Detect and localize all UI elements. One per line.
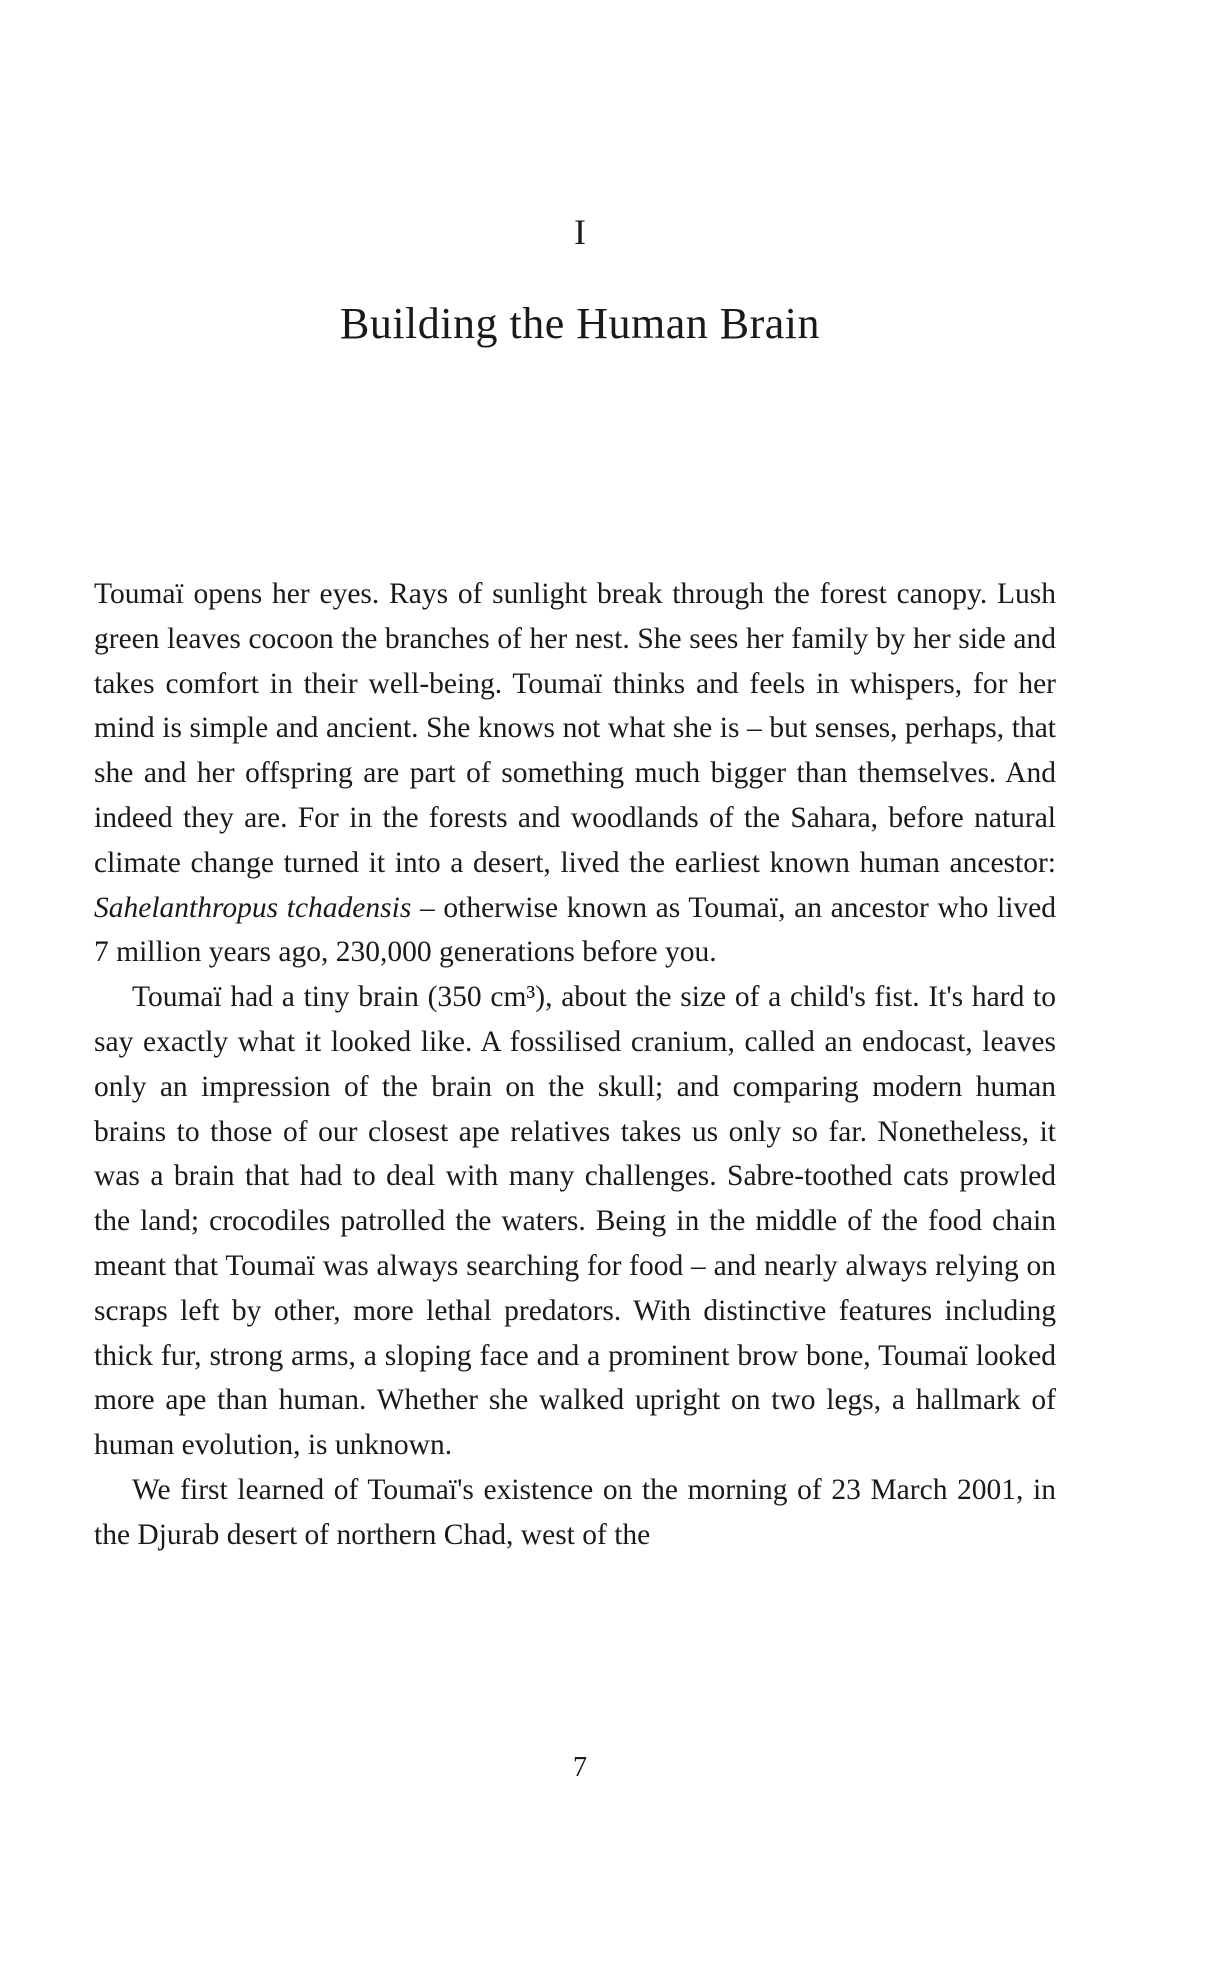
- page-number: 7: [573, 1752, 587, 1783]
- paragraph-1-text-before-italic: Toumaï opens her eyes. Rays of sunlight break through the forest canopy. Lush green leaves cocoon the branches of her nest. She sees her family by her side and takes comfort in their well-being. Toumaï thinks and feels in whispers, for her mind is simple and ancient. She knows not what she is – but senses, perhaps, that she and her offspring are part of something much bigger than themselves. And indeed they are. For in the forests and woodlands of the Sahara, before natural climate change turned it into a desert, lived the earliest known human ancestor:: [94, 578, 1056, 879]
- paragraph-1-text-after-italic: – otherwise known as Toumaï, an ancestor who lived 7 million years ago, 230,000 generations before you.: [94, 891, 1056, 969]
- species-name-italic: Sahelanthropus tchadensis: [94, 891, 412, 924]
- chapter-title: Building the Human Brain: [339, 299, 821, 348]
- paragraph-1: [94, 572, 1056, 975]
- body-text: [94, 572, 1056, 1558]
- paragraph-2: Toumaï had a tiny brain (350 cm³), about the size of a child's fist. It's hard to say exactly what it looked like. A fossilised cranium, called an endocast, leaves only an impression of the brain on the skull; and comparing modern human brains to those of our closest ape relatives takes us only so far. Nonetheless, it was a brain that had to deal with many challenges. Sabre-toothed cats prowled the land; crocodiles patrolled the waters. Being in the middle of the food chain meant that Toumaï was always searching for food – and nearly always relying on scraps left by other, more lethal predators. With distinctive features including thick fur, strong arms, a sloping face and a prominent brow bone, Toumaï looked more ape than human. Whether she walked upright on two legs, a hallmark of human evolution, is unknown.: [94, 981, 1056, 1462]
- paragraph-3: We first learned of Toumaï's existence on the morning of 23 March 2001, in the Djurab desert of northern Chad, west of the: [94, 1473, 1056, 1551]
- chapter-number: I: [574, 212, 586, 252]
